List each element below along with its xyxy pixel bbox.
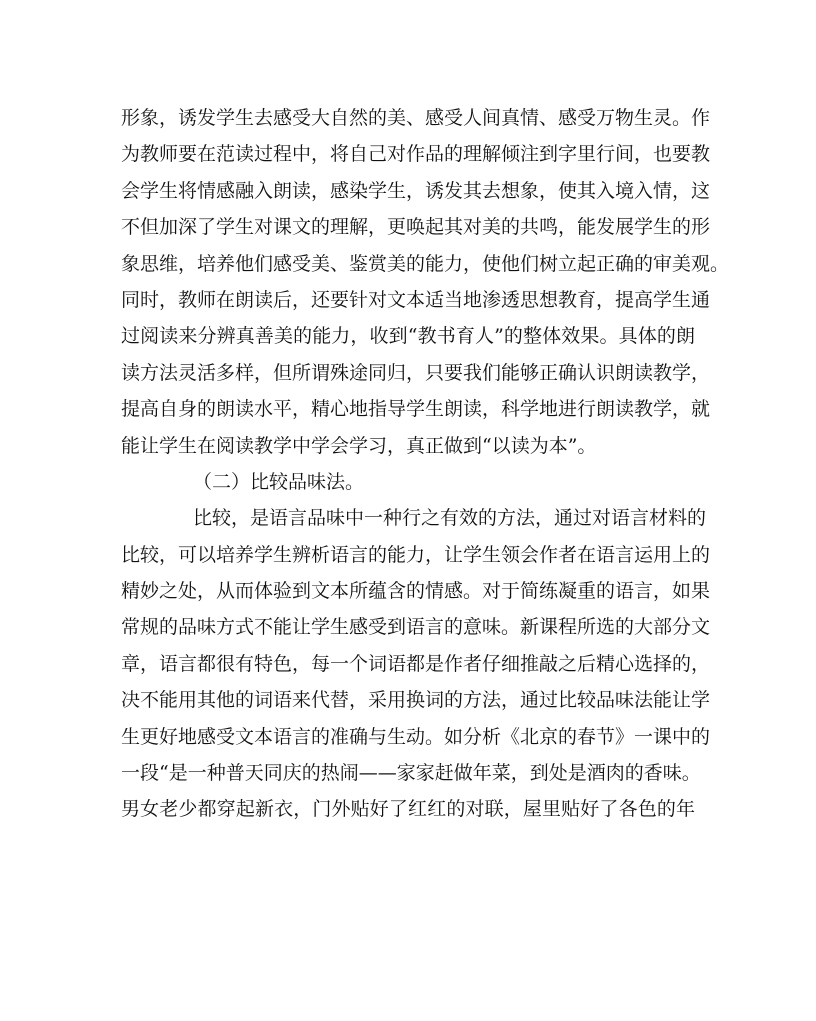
text-line: 会学生将情感融入朗读，感染学生，诱发其去想象，使其入境入情，这 (121, 179, 711, 202)
text-line: 同时，教师在朗读后，还要针对文本适当地渗透思想教育，提高学生通 (121, 288, 711, 311)
text-line: 决不能用其他的词语来代替，采用换词的方法，通过比较品味法能让学 (121, 689, 711, 712)
text-line: 能让学生在阅读教学中学会学习，真正做到“以读为本”。 (121, 434, 597, 457)
text-line: 一段“是一种普天同庆的热闹——家家赶做年菜，到处是酒肉的香味。 (121, 762, 701, 785)
section-heading: （二）比较品味法。 (193, 470, 365, 493)
paragraph-first-line: 比较，是语言品味中一种行之有效的方法，通过对语言材料的 (193, 507, 707, 530)
text-line: 形象，诱发学生去感受大自然的美、感受人间真情、感受万物生灵。作 (121, 107, 711, 129)
text-line: 男女老少都穿起新衣，门外贴好了红红的对联，屋里贴好了各色的年 (121, 798, 695, 821)
text-line: 读方法灵活多样，但所谓殊途同归，只要我们能够正确认识朗读教学， (121, 361, 711, 384)
text-line: 比较，可以培养学生辨析语言的能力，让学生领会作者在语言运用上的 (121, 543, 711, 566)
text-line: 提高自身的朗读水平，精心地指导学生朗读，科学地进行朗读教学，就 (121, 398, 711, 421)
text-line: 为教师要在范读过程中，将自己对作品的理解倾注到字里行间，也要教 (121, 143, 711, 166)
text-line: 象思维，培养他们感受美、鉴赏美的能力，使他们树立起正确的审美观。 (121, 252, 730, 275)
text-line: 精妙之处，从而体验到文本所蕴含的情感。对于简练凝重的语言，如果 (121, 580, 711, 603)
text-line: 过阅读来分辨真善美的能力，收到“教书育人”的整体效果。具体的朗 (121, 325, 695, 348)
text-line: 章，语言都很有特色，每一个词语都是作者仔细推敲之后精心选择的， (121, 652, 711, 675)
text-line: 常规的品味方式不能让学生感受到语言的意味。新课程所选的大部分文 (121, 616, 711, 639)
document-body (121, 100, 730, 828)
text-line: 不但加深了学生对课文的理解，更唤起其对美的共鸣，能发展学生的形 (121, 216, 711, 239)
text-line: 生更好地感受文本语言的准确与生动。如分析《北京的春节》一课中的 (121, 725, 711, 748)
